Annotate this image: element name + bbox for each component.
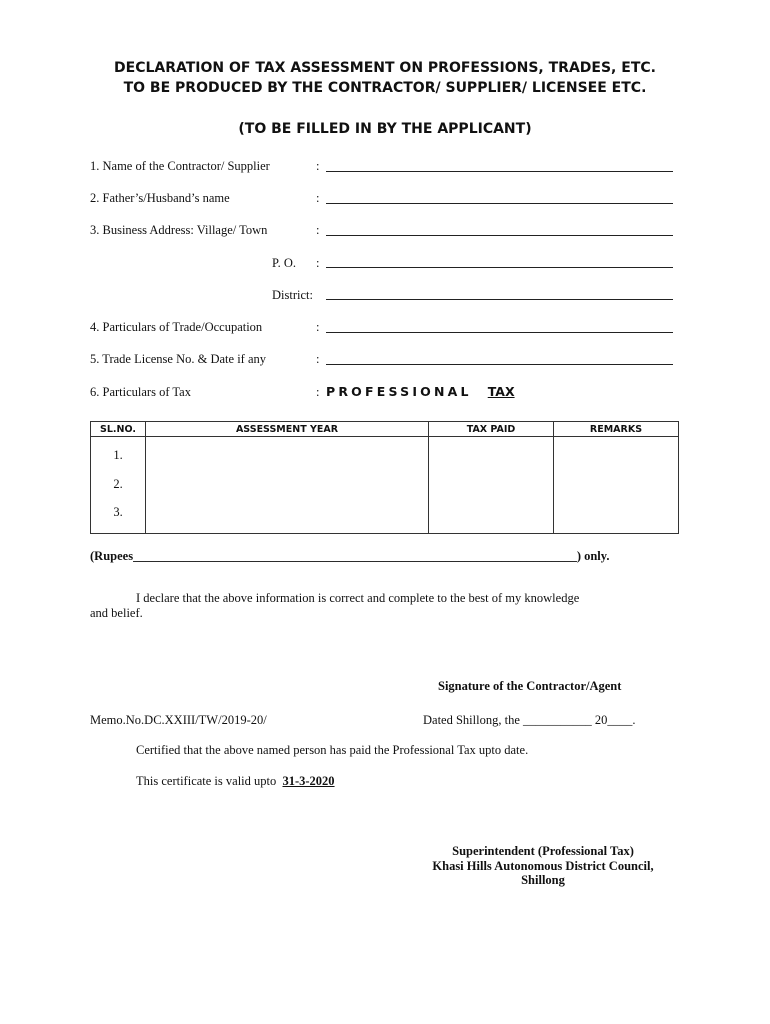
trade-occupation-label: 4. Particulars of Trade/Occupation [90, 320, 263, 334]
dated-prefix: Dated Shillong, the [423, 713, 520, 727]
declaration-line1: I declare that the above information is correct and complete to the best of my knowledge [136, 591, 580, 605]
business-address-label: 3. Business Address: Village/ Town [90, 223, 268, 237]
business-address-colon: : [316, 223, 320, 237]
contractor-name-label: 1. Name of the Contractor/ Supplier [90, 159, 270, 173]
row-number: 1. [113, 448, 123, 462]
tax-paid-cell[interactable] [429, 437, 554, 534]
assessment-year-cell[interactable] [146, 437, 429, 534]
dated-field[interactable]: ___________ [523, 713, 592, 727]
authority-location: Shillong [521, 873, 565, 887]
father-husband-name-field[interactable] [326, 203, 673, 204]
table-header-row [91, 422, 679, 437]
table-body-row [91, 437, 679, 534]
father-husband-name-label: 2. Father’s/Husband’s name [90, 191, 230, 205]
assessment-year-header: ASSESSMENT YEAR [146, 422, 429, 437]
trade-license-label: 5. Trade License No. & Date if any [90, 352, 267, 366]
trade-license-colon: : [316, 352, 320, 366]
authority-organisation: Khasi Hills Autonomous District Council, [432, 858, 654, 873]
trade-occupation-field[interactable] [326, 332, 673, 333]
tax-paid-header: TAX PAID [429, 422, 554, 437]
post-office-colon: : [316, 256, 320, 270]
year-prefix: 20 [594, 713, 608, 727]
authority-block [380, 844, 706, 888]
post-office-field[interactable] [326, 267, 673, 268]
row-number: 3. [113, 505, 123, 519]
year-field[interactable]: ____. [607, 713, 636, 727]
remarks-header: REMARKS [554, 422, 679, 437]
trade-occupation-colon: : [316, 320, 320, 334]
row-number: 2. [113, 476, 123, 491]
district-label: District: [272, 288, 313, 302]
professional-word: PROFESSIONAL [326, 384, 472, 399]
rupees-amount-field[interactable]: _______________________________________________________________________ [133, 549, 577, 563]
tax-word: TAX [487, 384, 515, 399]
valid-date: 31-3-2020 [282, 774, 335, 788]
remarks-cell[interactable] [554, 437, 679, 534]
authority-title: Superintendent (Professional Tax) [452, 844, 634, 858]
memo-number: Memo.No.DC.XXIII/TW/2019-20/ [90, 713, 267, 727]
tax-particulars-colon: : [316, 385, 320, 399]
post-office-label: P. O. [272, 256, 296, 270]
validity-line [136, 774, 335, 789]
contractor-name-field[interactable] [326, 171, 673, 172]
certified-text: Certified that the above named person has paid the Professional Tax upto date. [136, 743, 529, 757]
declaration-line2: and belief. [90, 606, 143, 620]
sl-no-header: SL.NO. [91, 422, 146, 437]
rupees-suffix: ) only. [576, 549, 610, 563]
form-title-line1: DECLARATION OF TAX ASSESSMENT ON PROFESSIONS, TRADES, ETC. [114, 60, 656, 76]
dated-line [423, 713, 636, 728]
rupees-line [90, 549, 680, 564]
father-husband-name-colon: : [316, 191, 320, 205]
valid-prefix: This certificate is valid upto [136, 774, 277, 788]
trade-license-field[interactable] [326, 364, 673, 365]
district-field[interactable] [326, 299, 673, 300]
contractor-name-colon: : [316, 159, 320, 173]
tax-particulars-value [326, 384, 515, 399]
form-title-line2: TO BE PRODUCED BY THE CONTRACTOR/ SUPPLIER/ LICENSEE ETC. [123, 80, 647, 96]
sl-no-cell [91, 437, 146, 534]
signature-label: Signature of the Contractor/Agent [438, 679, 622, 693]
rupees-prefix: (Rupees [90, 549, 134, 563]
assessment-table [90, 421, 679, 534]
form-subtitle: (TO BE FILLED IN BY THE APPLICANT) [238, 121, 532, 137]
tax-particulars-label: 6. Particulars of Tax [90, 385, 191, 399]
village-town-field[interactable] [326, 235, 673, 236]
